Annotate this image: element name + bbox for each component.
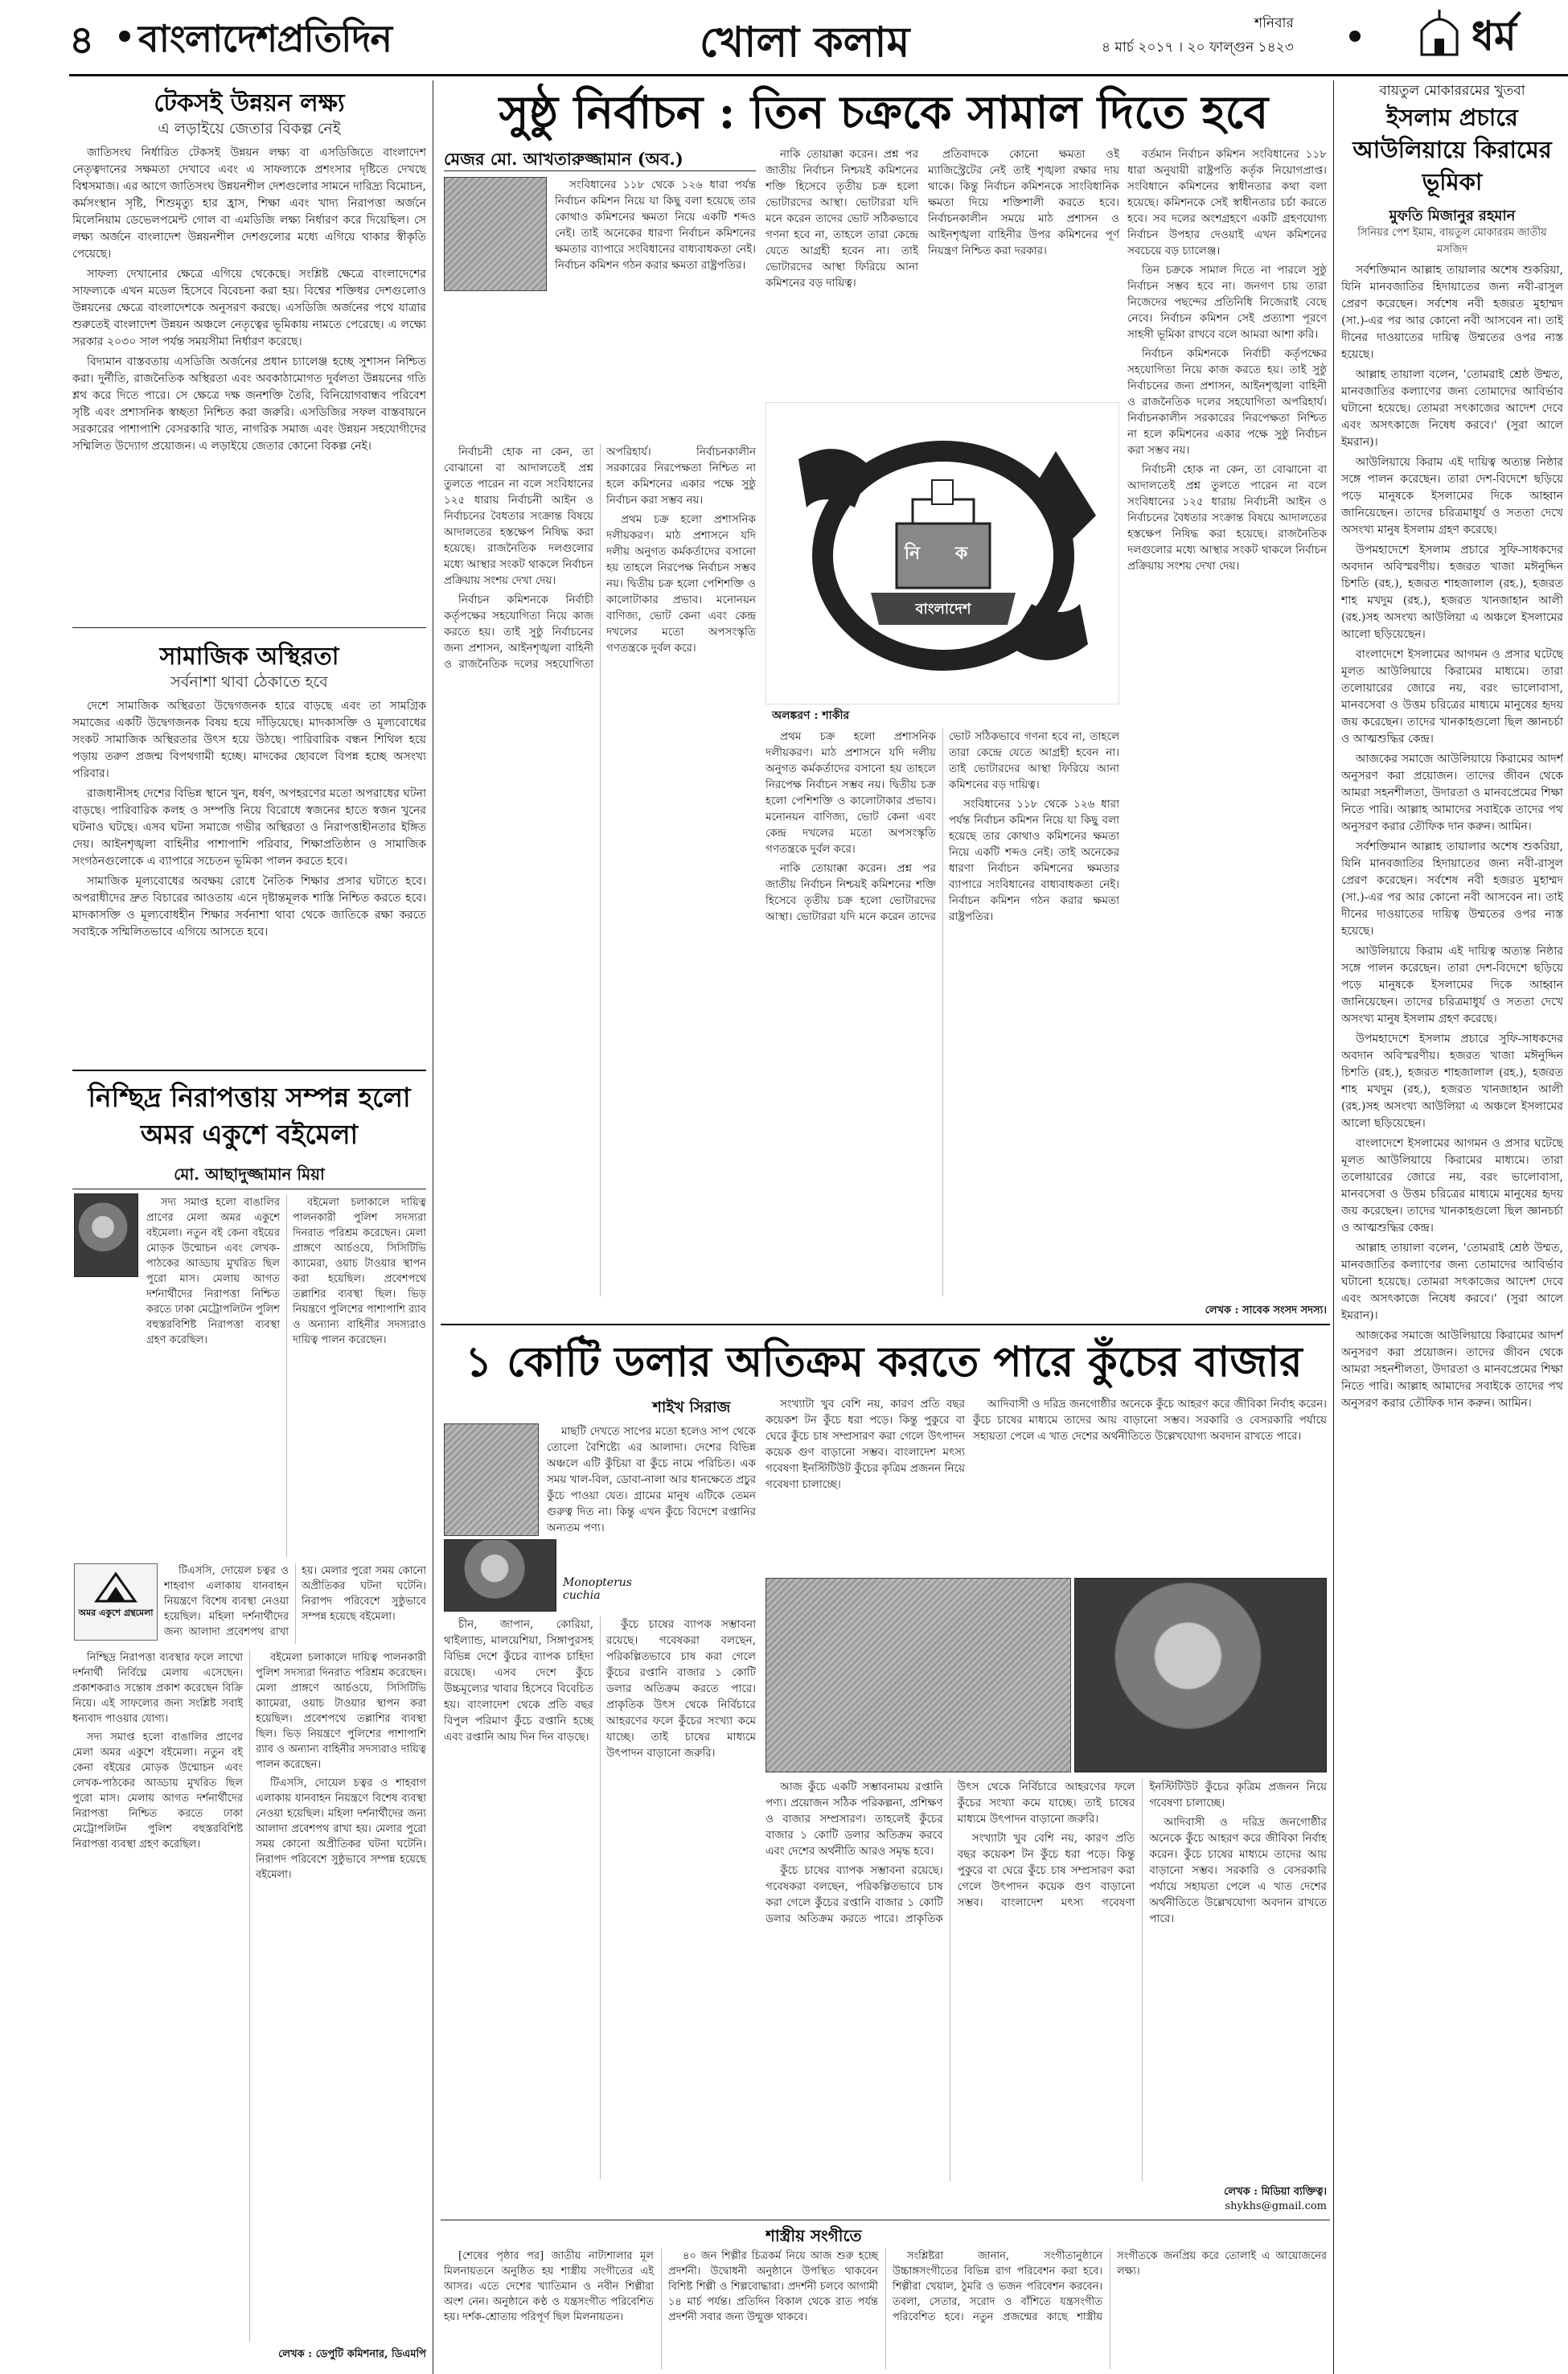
election-author-note: লেখক : সাবেক সংসদ সদস্য। [1205,1304,1327,1316]
election-paragraph: সংবিধানের ১১৮ থেকে ১২৬ ধারা পর্যন্ত নির্বাচন কমিশন নিয়ে যা কিছু বলা হয়েছে তার কোথাও কমিশনের ক্ষমতা নিয়ে একটি শব্দও নেই। তাই অনেকের ধারণা নির্বাচন কমিশনের ক্ষমতার ব্যাপারে সংবিধানের বাধ্যবাধকতা নেই। নির্বাচন কমিশন গঠন করার ক্ষমতা রাষ্ট্রপতির। [949,798,1119,923]
eel-body-col2-top [766,1396,965,1571]
religion-paragraph: আউলিয়ায়ে কিরাম এই দায়িত্ব অত্যন্ত নিষ্ঠার সঙ্গে পালন করেছেন। তারা দেশ-বিদেশে ছড়িয়ে পড়ে মানুষকে ইসলামের দিকে আহ্বান জানিয়েছেন। তাদের চরিত্রমাধুর্য ও সততা দেখে অসংখ্য মানুষ ইসলাম গ্রহণ করেছে। [1341,456,1563,536]
music-headline: শাস্ত্রীয় সংগীতে [766,2226,862,2245]
election-illustration [766,402,1119,704]
eel-byline: শাইখ সিরাজ [652,1399,731,1416]
election-body-lower [766,729,1119,1296]
eel-body-col1 [444,1616,756,2179]
religion-paragraph: আল্লাহ তায়ালা বলেন, 'তোমরাই শ্রেষ্ঠ উম্মত, মানবজাতির কল্যাণের জন্য তোমাদের আবির্ভাব ঘটানো হয়েছে। তোমরা সৎকাজের আদেশ দেবে এবং অসৎকাজে নিষেধ করবে।' (সুরা আলে ইমরান)। [1341,368,1563,449]
eel-paragraph: আদিবাসী ও দরিদ্র জনগোষ্ঠীর অনেকে কুঁচে আহরণ করে জীবিকা নির্বাহ করেন। কুঁচে চাষের মাধ্যমে তাদের আয় বাড়ানো সম্ভব। সরকারি ও বেসরকারি পর্যায়ে সহায়তা পেলে এ খাত দেশের অর্থনীতিতে উল্লেখযোগ্য অবদান রাখতে পারে। [973,1398,1327,1443]
religion-paragraph: সর্বশক্তিমান আল্লাহ তায়ালার অশেষ শুকরিয়া, যিনি মানবজাতির হিদায়াতের জন্য নবী-রাসুল প্রেরণ করেছেন। সর্বশেষ নবী হজরত মুহাম্মদ (সা.)-এর পর আর কোনো নবী আসবেন না। তাই দীনের দাওয়াতের দায়িত্ব উম্মতের ওপর ন্যস্ত হয়েছে। [1341,840,1563,938]
religion-paragraph: আজকের সমাজে আউলিয়ায়ে কিরামের আদর্শ অনুসরণ করা প্রয়োজন। তাদের জীবন থেকে আমরা সহনশীলতা, উদারতা ও মানবপ্রেমের শিক্ষা নিতে পারি। আল্লাহ আমাদের সবাইকে তাদের পথ অনুসরণ করার তৌফিক দান করুন। আমিন। [1341,1329,1563,1410]
illustration-banner: বাংলাদেশ [915,601,971,618]
eel-paragraph: কুঁচে চাষের ব্যাপক সম্ভাবনা রয়েছে। গবেষকরা বলছেন, পরিকল্পিতভাবে চাষ করা গেলে কুঁচের রপ্তানি বাজার ১ কোটি ডলার অতিক্রম করতে পারে। প্রাকৃতিক উৎস থেকে নির্বিচারে আহরণের ফলে কুঁচের সংখ্যা কমে যাচ্ছে। তাই চাষের মাধ্যমে উৎপাদন বাড়ানো জরুরি। [606,1618,756,1760]
author-photo-election [444,177,547,291]
eel-paragraph: আদিবাসী ও দরিদ্র জনগোষ্ঠীর অনেকে কুঁচে আহরণ করে জীবিকা নির্বাহ করেন। কুঁচে চাষের মাধ্যমে তাদের আয় বাড়ানো সম্ভব। সরকারি ও বেসরকারি পর্যায়ে সহায়তা পেলে এ খাত দেশের অর্থনীতিতে উল্লেখযোগ্য অবদান রাখতে পারে। [1149,1816,1327,1925]
eel-body-lower [766,1779,1327,2181]
eel-closeup-photo [1074,1578,1327,1772]
religion-top-note: বায়তুল মোকাররমের খুতবা [1379,83,1525,99]
religion-paragraph: আল্লাহ তায়ালা বলেন, 'তোমরাই শ্রেষ্ঠ উম্মত, মানবজাতির কল্যাণের জন্য তোমাদের আবির্ভাব ঘটানো হয়েছে। তোমরা সৎকাজের আদেশ দেবে এবং অসৎকাজে নিষেধ করবে।' (সুরা আলে ইমরান)। [1341,1242,1563,1322]
mosque-icon [1415,8,1463,58]
development-paragraph: সাফল্য দেখানোর ক্ষেত্রে এগিয়ে থেকেছে। সংশ্লিষ্ট ক্ষেত্রে বাংলাদেশের সাফল্যকে এখন মডেল হিসেবে বিবেচনা করা হয়। বিশ্বের শক্তিধর দেশগুলোও উন্নয়নের ক্ষেত্রে বাংলাদেশকে অনুসরণ করছে। এসডিজি অর্জনের পথে যাত্রার শুরুতেই বাংলাদেশ উন্নয়ন অঞ্চলে নেতৃত্বের ভূমিকায় নামতে পেরেছে। এ লক্ষ্যে সরকার ২০৩০ সাল পর্যন্ত সময়সীমা নির্ধারণ করেছে। [72,268,426,348]
eel-paragraph: আজ কুঁচে একটি সম্ভাবনাময় রপ্তানি পণ্য। প্রয়োজন সঠিক পরিকল্পনা, প্রশিক্ষণ ও বাজার সম্প্রসারণ। তাহলেই কুঁচের বাজার ১ কোটি ডলার অতিক্রম করবে এবং দেশের অর্থনীতি আরও সমৃদ্ধ হবে। [766,1780,943,1858]
election-paragraph: নির্বাচনী হোক না কেন, তা বোঝানো বা আদালতেই প্রশ্ন তুলতে পারেন না বলে সংবিধানের ১২৫ ধারায় নির্বাচনী আইন ও নির্বাচনের বৈধতার সংক্রান্ত বিষয়ে আদালতের হস্তক্ষেপ নিষিদ্ধ করা হয়েছে। রাজনৈতিক দলগুলোর মধ্যে আস্থার সংকট থাকলে নির্বাচন প্রক্রিয়ায় সংশয় দেখা দেয়। [444,446,593,587]
election-paragraph: বর্তমান নির্বাচন কমিশন সংবিধানের ১১৮ ধারা অনুযায়ী রাষ্ট্রপতি কর্তৃক নিয়োগপ্রাপ্ত। সংবিধানে কমিশনের স্বাধীনতার কথা বলা হয়েছে। কমিশনকে সেই স্বাধীনতার চর্চা করতে হবে। সব দলের অংশগ্রহণে একটি গ্রহণযোগ্য নির্বাচন উপহার দেওয়াই এখন কমিশনের সবচেয়ে বড় চ্যালেঞ্জ। [1127,148,1327,257]
election-paragraph: তিন চক্রকে সামাল দিতে না পারলে সুষ্ঠু নির্বাচন সম্ভব হবে না। জনগণ চায় তারা নিজেদের পছন্দের প্রতিনিধি নিজেরাই বেছে নেবে। নির্বাচন কমিশন সেই প্রত্যাশা পূরণে সাহসী ভূমিকা রাখবে বলে আমরা আশা করি। [1127,264,1327,341]
religion-byline-sub: সিনিয়র পেশ ইমাম, বায়তুল মোকাররম জাতীয় মসজিদ [1357,227,1547,256]
bookfair-body-bottom [72,1650,426,2342]
social-subhead: সর্বনাশা থাবা ঠেকাতে হবে [170,673,328,691]
development-bottom-rule [72,627,426,628]
election-byline: মেজর মো. আখতারুজ্জামান (অব.) [444,149,683,169]
election-paragraph: নির্বাচন কমিশনকে নির্বাচী কর্তৃপক্ষের সহযোগিতা নিয়ে কাজ করতে হয়। তাই সুষ্ঠু নির্বাচনের জন্য প্রশাসন, আইনশৃঙ্খলা বাহিনী ও রাজনৈতিক দলের সহযোগিতা অপরিহার্য। নির্বাচনকালীন সরকারের নিরপেক্ষতা নিশ্চিত না হলে কমিশনের একার পক্ষে সুষ্ঠু নির্বাচন করা সম্ভব নয়। [444,446,756,671]
election-paragraph: নাকি তোয়াক্কা করেন। প্রশ্ন পর জাতীয় নির্বাচন নিশ্চয়ই কমিশনের শক্তি হিসেবে তৃতীয় চক্র হলো ভোটারদের আস্থা। ভোটাররা যদি মনে করেন তাদের ভোট সঠিকভাবে গণনা হবে না, তাহলে তারা কেন্দ্রে যেতে আগ্রহী হবেন না। তাই ভোটারদের আস্থা ফিরিয়ে আনা কমিশনের বড় দায়িত্ব। [766,730,1119,923]
masthead-rule [69,74,1568,76]
religion-paragraph: সর্বশক্তিমান আল্লাহ তায়ালার অশেষ শুকরিয়া, যিনি মানবজাতির হিদায়াতের জন্য নবী-রাসুল প্রেরণ করেছেন। সর্বশেষ নবী হজরত মুহাম্মদ (সা.)-এর পর আর কোনো নবী আসবেন না। তাই দীনের দাওয়াতের দায়িত্ব উম্মতের ওপর ন্যস্ত হয়েছে। [1341,264,1563,361]
election-body-col2-top [766,146,918,397]
bullet-icon [119,31,130,42]
eel-paragraph: মাছটি দেখতে সাপের মতো হলেও সাপ থেকে তোলো বৈশিষ্ট্যে এর আলাদা। দেশের বিভিন্ন অঞ্চলে এটি কুঁচিয়া বা কুঁচে নামে পরিচিত। এক সময় খাল-বিল, ডোবা-নালা আর ধানক্ষেতে প্রচুর কুঁচে পাওয়া যেত। গ্রামের মানুষ এটিকে তেমন গুরুত্ব দিত না। কিন্তু এখন কুঁচে বিদেশে রপ্তানির অন্যতম পণ্য। [547,1425,756,1534]
religion-paragraph: উপমহাদেশে ইসলাম প্রচারে সুফি-সাধকদের অবদান অবিস্মরণীয়। হজরত খাজা মঈনুদ্দিন চিশতি (রহ.), হজরত শাহজালাল (রহ.), হজরত শাহ মখদুম (রহ.), হজরত খানজাহান আলী (রহ.)সহ অসংখ্য আউলিয়া এ অঞ্চলে ইসলামের আলো ছড়িয়েছেন। [1341,1033,1563,1130]
bookfair-paragraph: বইমেলা চলাকালে দায়িত্ব পালনকারী পুলিশ সদস্যরা দিনরাত পরিশ্রম করেছেন। মেলা প্রাঙ্গণে আর্চওয়ে, সিসিটিভি ক্যামেরা, ওয়াচ টাওয়ার স্থাপন করা হয়েছিল। প্রবেশপথে তল্লাশির ব্যবস্থা ছিল। ভিড় নিয়ন্ত্রণে পুলিশের পাশাপাশি র‍্যাব ও অন্যান্য বাহিনীর সদস্যরাও দায়িত্ব পালন করেছেন। [256,1652,426,1771]
religion-paragraph: আউলিয়ায়ে কিরাম এই দায়িত্ব অত্যন্ত নিষ্ঠার সঙ্গে পালন করেছেন। তারা দেশ-বিদেশে ছড়িয়ে পড়ে মানুষকে ইসলামের দিকে আহ্বান জানিয়েছেন। তাদের চরিত্রমাধুর্য ও সততা দেখে অসংখ্য মানুষ ইসলাম গ্রহণ করেছে। [1341,945,1563,1025]
social-bottom-rule [72,1070,426,1071]
bookfair-paragraph: বইমেলা চলাকালে দায়িত্ব পালনকারী পুলিশ সদস্যরা দিনরাত পরিশ্রম করেছেন। মেলা প্রাঙ্গণে আর্চওয়ে, সিসিটিভি ক্যামেরা, ওয়াচ টাওয়ার স্থাপন করা হয়েছিল। প্রবেশপথে তল্লাশির ব্যবস্থা ছিল। ভিড় নিয়ন্ত্রণে পুলিশের পাশাপাশি র‍্যাব ও অন্যান্য বাহিনীর সদস্যরাও দায়িত্ব পালন করেছেন। [293,1197,426,1346]
music-paragraph: সংশ্লিষ্টরা জানান, সংগীতানুষ্ঠানে উচ্চাঙ্গসংগীতের বিভিন্ন রাগ পরিবেশন করা হবে। শিল্পীরা খেয়াল, ঠুমরি ও ভজন পরিবেশন করবেন। তবলা, সেতার, সরোদ ও বাঁশিতে যন্ত্রসংগীত পরিবেশিত হবে। নতুন প্রজন্মের কাছে শাস্ত্রীয় সংগীতকে জনপ্রিয় করে তোলাই এ আয়োজনের লক্ষ্য। [893,2250,1327,2323]
bookfair-logo-icon [92,1569,140,1604]
music-body [444,2249,1327,2369]
eel-body-col3-top [973,1396,1327,1571]
bookfair-body-lower [164,1563,426,1644]
music-paragraph: ৪০ জন শিল্পীর চিত্রকর্ম নিয়ে আজ শুরু হচ্ছে প্রদর্শনী। উদ্বোধনী অনুষ্ঠানে উপস্থিত থাকবেন বিশিষ্ট শিল্পী ও শিল্পবোদ্ধারা। প্রদর্শনী চলবে আগামী ১৪ মার্চ পর্যন্ত। প্রতিদিন বিকাল থেকে রাত পর্যন্ত প্রদর্শনী সবার জন্য উন্মুক্ত থাকবে। [668,2250,878,2323]
religion-paragraph: বাংলাদেশে ইসলামের আগমন ও প্রসার ঘটেছে মূলত আউলিয়ায়ে কিরামের মাধ্যমে। তারা তলোয়ারের জোরে নয়, বরং ভালোবাসা, মানবসেবা ও উত্তম চরিত্রের মাধ্যমে মানুষের হৃদয় জয় করেছেন। তাদের খানকাহগুলো ছিল জ্ঞানচর্চা ও আত্মশুদ্ধির কেন্দ্র। [1341,648,1563,745]
divider-right [1333,80,1334,2374]
eel-paragraph: কুঁচে চাষের ব্যাপক সম্ভাবনা রয়েছে। গবেষকরা বলছেন, পরিকল্পিতভাবে চাষ করা গেলে কুঁচের রপ্তানি বাজার ১ কোটি ডলার অতিক্রম করতে পারে। প্রাকৃতিক উৎস থেকে নির্বিচারে আহরণের ফলে কুঁচের সংখ্যা কমে যাচ্ছে। তাই চাষের মাধ্যমে উৎপাদন বাড়ানো জরুরি। [766,1780,1135,1925]
eel-fish-photo [444,1539,556,1612]
election-body-col1-top [555,177,756,439]
bookfair-paragraph: সদ্য সমাপ্ত হলো বাঙালির প্রাণের মেলা অমর একুশে বইমেলা। নতুন বই কেনা বইয়ের মোড়ক উন্মোচন এবং লেখক-পাঠকের আড্ডায় মুখরিত ছিল পুরো মাস। মেলায় আগত দর্শনার্থীদের নিরাপত্তা নিশ্চিত করতে ঢাকা মেট্রোপলিটন পুলিশ বহুস্তরবিশিষ্ট নিরাপত্তা ব্যবস্থা গ্রহণ করেছিল। [146,1197,280,1346]
music-paragraph: [শেষের পৃষ্ঠার পর] জাতীয় নাট্যশালার মূল মিলনায়তনে অনুষ্ঠিত হয় শাস্ত্রীয় সংগীতের এই আসর। এতে দেশের খ্যাতিমান ও নবীন শিল্পীরা অংশ নেন। অনুষ্ঠানে কণ্ঠ ও যন্ত্রসংগীত পরিবেশিত হয়। দর্শক-শ্রোতায় পরিপূর্ণ ছিল মিলনায়তন। [444,2250,654,2323]
bookfair-byline: মো. আছাদুজ্জামান মিয়া [174,1164,325,1184]
social-paragraph: রাজধানীসহ দেশের বিভিন্ন স্থানে খুন, ধর্ষণ, অপহরণের মতো অপরাধের ঘটনা বাড়ছে। পারিবারিক কলহ ও সম্পত্তি নিয়ে বিরোধে স্বজনের হাতে স্বজন খুনের ঘটনাও ঘটছে। এসব ঘটনা সমাজে গভীর অস্থিরতা ও নিরাপত্তাহীনতার ইঙ্গিত দেয়। আইনশৃঙ্খলা বাহিনীর পাশাপাশি পরিবার, শিক্ষাপ্রতিষ্ঠান ও সামাজিক সংগঠনগুলোকে এ ব্যাপারে সচেতন ভূমিকা পালন করতে হবে। [72,787,426,868]
bookfair-paragraph: সদ্য সমাপ্ত হলো বাঙালির প্রাণের মেলা অমর একুশে বইমেলা। নতুন বই কেনা বইয়ের মোড়ক উন্মোচন এবং লেখক-পাঠকের আড্ডায় মুখরিত ছিল পুরো মাস। মেলায় আগত দর্শনার্থীদের নিরাপত্তা নিশ্চিত করতে ঢাকা মেট্রোপলিটন পুলিশ বহুস্তরবিশিষ্ট নিরাপত্তা ব্যবস্থা গ্রহণ করেছিল। [72,1731,243,1850]
social-paragraph: দেশে সামাজিক অস্থিরতা উদ্বেগজনক হারে বাড়ছে এবং তা সামগ্রিক সমাজের একটি উদ্বেগজনক বিষয় হয়ে দাঁড়িয়েছে। মাদকাসক্তি ও মূল্যবোধের সংকট সামাজিক অস্থিরতার উৎস হয়ে উঠছে। পারিবারিক বন্ধন শিথিল হয়ে পড়ায় তরুণ প্রজন্ম বিপথগামী হচ্ছে। মাদকের ছোবলে বিপন্ন হচ্ছে অসংখ্য পরিবার। [72,700,426,780]
election-paragraph: প্রতিবাদকে কোনো ক্ষমতা ওই ম্যাজিস্ট্রেটের নেই তাই শৃঙ্খলা রক্ষার দায় থাকে। কিন্তু নির্বাচন কমিশনকে সাংবিধানিক ক্ষমতা দিয়ে শক্তিশালী করতে হবে। নির্বাচনকালীন সময়ে মাঠ প্রশাসন ও আইনশৃঙ্খলা বাহিনীর উপর কমিশনের পূর্ণ নিয়ন্ত্রণ নিশ্চিত করা দরকার। [928,148,1119,257]
election-paragraph: প্রথম চক্র হলো প্রশাসনিক দলীয়করণ। মাঠ প্রশাসনে যদি দলীয় অনুগত কর্মকর্তাদের বসানো হয় তাহলে নিরপেক্ষ নির্বাচন সম্ভব নয়। দ্বিতীয় চক্র হলো পেশিশক্তি ও কালোটাকার প্রভাব। মনোনয়ন বাণিজ্য, ভোট কেনা এবং কেন্দ্র দখলের মতো অপসংস্কৃতি গণতন্ত্রকে দুর্বল করে। [766,730,936,856]
eel-photo-caption: Monopterus cuchia [563,1576,632,1602]
eel-headline: ১ কোটি ডলার অতিক্রম করতে পারে কুঁচের বাজার [465,1337,1303,1386]
masthead-dot-icon [1349,31,1361,42]
section-title: খোলা কলাম [700,18,910,67]
author-photo-eel [444,1423,539,1536]
election-paragraph: নির্বাচন কমিশনকে নির্বাচী কর্তৃপক্ষের সহযোগিতা নিয়ে কাজ করতে হয়। তাই সুষ্ঠু নির্বাচনের জন্য প্রশাসন, আইনশৃঙ্খলা বাহিনী ও রাজনৈতিক দলের সহযোগিতা অপরিহার্য। নির্বাচনকালীন সরকারের নিরপেক্ষতা নিশ্চিত না হলে কমিশনের একার পক্ষে সুষ্ঠু নির্বাচন করা সম্ভব নয়। [1127,347,1327,457]
development-subhead: এ লড়াইয়ে জেতার বিকল্প নেই [158,120,341,138]
development-body [72,145,426,622]
election-body-col3-top [928,146,1119,397]
eel-author-note: লেখক : মিডিয়া ব্যক্তিত্ব। [1224,2186,1327,2198]
bookfair-body [146,1195,426,1557]
page-number: ৪ [69,18,95,63]
social-body [72,698,426,1058]
date: ৪ মার্চ ২০১৭ । ২০ ফাল্গুন ১৪২৩ [1102,39,1294,55]
election-paragraph: নির্বাচনী হোক না কেন, তা বোঝানো বা আদালতেই প্রশ্ন তুলতে পারেন না বলে সংবিধানের ১২৫ ধারায় নির্বাচনী আইন ও নির্বাচনের বৈধতার সংক্রান্ত বিষয়ে আদালতের হস্তক্ষেপ নিষিদ্ধ করা হয়েছে। রাজনৈতিক দলগুলোর মধ্যে আস্থার সংকট থাকলে নির্বাচন প্রক্রিয়ায় সংশয় দেখা দেয়। [1127,463,1327,573]
illustration-box-label: নি ক [904,543,983,564]
religion-paragraph: উপমহাদেশে ইসলাম প্রচারে সুফি-সাধকদের অবদান অবিস্মরণীয়। হজরত খাজা মঈনুদ্দিন চিশতি (রহ.), হজরত শাহজালাল (রহ.), হজরত শাহ মখদুম (রহ.), হজরত খানজাহান আলী (রহ.)সহ অসংখ্য আউলিয়া এ অঞ্চলে ইসলামের আলো ছড়িয়েছেন। [1341,544,1563,641]
religion-byline: মুফতি মিজানুর রহমান [1389,207,1516,224]
bookfair-paragraph: নিশ্ছিদ্র নিরাপত্তা ব্যবস্থার ফলে লাখো দর্শনার্থী নির্বিঘ্নে মেলায় এসেছেন। প্রকাশকরাও সন্তোষ প্রকাশ করেছেন বিক্রি নিয়ে। এই সাফল্যের জন্য সংশ্লিষ্ট সবাই ধন্যবাদ পাওয়ার যোগ্য। [72,1652,243,1725]
author-photo-bookfair [74,1193,138,1277]
development-paragraph: বিদ্যমান বাস্তবতায় এসডিজি অর্জনের প্রধান চ্যালেঞ্জ হচ্ছে সুশাসন নিশ্চিত করা। দুর্নীতি, রাজনৈতিক অস্থিরতা এবং অবকাঠামোগত দুর্বলতা উন্নয়নের গতি শ্লথ করে দিতে পারে। সে ক্ষেত্রে দক্ষ জনশক্তি তৈরি, বিনিয়োগবান্ধব পরিবেশ সৃষ্টি এবং প্রশাসনিক স্বচ্ছতা নিশ্চিত করা জরুরি। এসডিজির সফল বাস্তবায়নে সরকারের পাশাপাশি বেসরকারি খাত, নাগরিক সমাজ এবং উন্নয়ন সহযোগীদের সম্মিলিত উদ্যোগ প্রয়োজন। এ লড়াইয়ে জেতার কোনো বিকল্প নেই। [72,355,426,453]
eel-paragraph: চীন, জাপান, কোরিয়া, থাইল্যান্ড, মালয়েশিয়া, সিঙ্গাপুরসহ বিভিন্ন দেশে কুঁচের ব্যাপক চাহিদা রয়েছে। এসব দেশে কুঁচে উচ্চমূল্যের খাবার হিসেবে বিবেচিত হয়। বাংলাদেশ থেকে প্রতি বছর বিপুল পরিমাণ কুঁচে রপ্তানি হচ্ছে এবং রপ্তানি আয় দিন দিন বাড়ছে। [444,1618,593,1744]
eel-market-photo [766,1578,1071,1772]
religion-paragraph: আজকের সমাজে আউলিয়ায়ে কিরামের আদর্শ অনুসরণ করা প্রয়োজন। তাদের জীবন থেকে আমরা সহনশীলতা, উদারতা ও মানবপ্রেমের শিক্ষা নিতে পারি। আল্লাহ আমাদের সবাইকে তাদের পথ অনুসরণ করার তৌফিক দান করুন। আমিন। [1341,753,1563,833]
development-headline: টেকসই উন্নয়ন লক্ষ্য [154,89,345,117]
election-body-col4 [1127,146,1327,1296]
bookfair-logo [74,1563,158,1641]
social-paragraph: সামাজিক মূল্যবোধের অবক্ষয় রোধে নৈতিক শিক্ষার প্রসার ঘটাতে হবে। অপরাধীদের দ্রুত বিচারের আওতায় এনে দৃষ্টান্তমূলক শাস্তি নিশ্চিত করতে হবে। মাদকাসক্তি ও মূল্যবোধহীন শিক্ষার সর্বনাশা থাবা থেকে জাতিকে রক্ষা করতে সবাইকে সম্মিলিতভাবে এগিয়ে আসতে হবে। [72,875,426,939]
development-paragraph: জাতিসংঘ নির্ধারিত টেকসই উন্নয়ন লক্ষ্য বা এসডিজিতে বাংলাদেশ নেতৃত্বদানের সক্ষমতা দেখাবে এবং এ সাফল্যকে প্রশংসার দৃষ্টিতে দেখছে বিশ্বসমাজ। এর আগে জাতিসংঘ উন্নয়নশীল দেশগুলোর সামনে দারিদ্র্য বিমোচন, কর্মসংস্থান সৃষ্টি, শিশুমৃত্যু হার হ্রাস, শিক্ষা এবং খাদ্য নিরাপত্তা অর্জনে মিলেনিয়াম ডেভেলপমেন্ট গোল বা এমডিজি লক্ষ্য নির্ধারণ করে দিয়েছিল। সে লক্ষ্য অর্জনে বাংলাদেশ উন্নয়নশীল দেশগুলোর মধ্যে এগিয়ে থাকার স্বীকৃতি পেয়েছে। [72,146,426,261]
masthead [0,0,1568,74]
eel-body-col1-top [547,1423,756,1576]
right-section-title: ধর্ম [1472,12,1517,60]
day: শনিবার [1254,15,1294,31]
religion-headline: ইসলাম প্রচারে আউলিয়ায়ে কিরামের ভূমিকা [1353,104,1552,195]
election-paragraph: সংবিধানের ১১৮ থেকে ১২৬ ধারা পর্যন্ত নির্বাচন কমিশন নিয়ে যা কিছু বলা হয়েছে তার কোথাও কমিশনের ক্ষমতা নিয়ে একটি শব্দও নেই। তাই অনেকের ধারণা নির্বাচন কমিশনের ক্ষমতার ব্যাপারে সংবিধানের বাধ্যবাধকতা নেই। নির্বাচন কমিশন গঠন করার ক্ষমতা রাষ্ট্রপতির। [555,179,756,272]
bookfair-paragraph: টিএসসি, দোয়েল চত্বর ও শাহবাগ এলাকায় যানবাহন নিয়ন্ত্রণে বিশেষ ব্যবস্থা নেওয়া হয়েছিল। মহিলা দর্শনার্থীদের জন্য আলাদা প্রবেশপথ রাখা হয়। মেলার পুরো সময় কোনো অপ্রীতিকর ঘটনা ঘটেনি। নিরাপদ পরিবেশে সুষ্ঠুভাবে সম্পন্ন হয়েছে বইমেলা। [256,1777,426,1881]
election-body-col1-bottom [444,444,756,1296]
newspaper-name: বাংলাদেশপ্রতিদিন [138,17,392,60]
eel-author-email[interactable]: shykhs@gmail.com [1225,2200,1327,2212]
election-byline-rule [444,170,756,171]
bookfair-logo-text: অমর একুশে গ্রন্থমেলা [78,1608,154,1618]
eel-paragraph: সংখ্যাটা খুব বেশি নয়, কারণ প্রতি বছর কয়েকশ টন কুঁচে ধরা পড়ে। কিন্তু পুকুরে বা ঘেরে কুঁচে চাষ সম্প্রসারণ করা গেলে উৎপাদন কয়েক গুণ বাড়ানো সম্ভব। বাংলাদেশ মৎস্য গবেষণা ইনস্টিটিউট কুঁচের কৃত্রিম প্রজনন নিয়ে গবেষণা চালাচ্ছে। [957,1780,1327,1909]
election-headline: সুষ্ঠু নির্বাচন : তিন চক্রকে সামাল দিতে হবে [499,86,1269,139]
religion-body [1341,262,1563,2369]
election-paragraph: প্রথম চক্র হলো প্রশাসনিক দলীয়করণ। মাঠ প্রশাসনে যদি দলীয় অনুগত কর্মকর্তাদের বসানো হয় তাহলে নিরপেক্ষ নির্বাচন সম্ভব নয়। দ্বিতীয় চক্র হলো পেশিশক্তি ও কালোটাকার প্রভাব। মনোনয়ন বাণিজ্য, ভোট কেনা এবং কেন্দ্র দখলের মতো অপসংস্কৃতি গণতন্ত্রকে দুর্বল করে। [606,513,756,655]
social-headline: সামাজিক অস্থিরতা [159,643,339,671]
election-paragraph: নাকি তোয়াক্কা করেন। প্রশ্ন পর জাতীয় নির্বাচন নিশ্চয়ই কমিশনের শক্তি হিসেবে তৃতীয় চক্র হলো ভোটারদের আস্থা। ভোটাররা যদি মনে করেন তাদের ভোট সঠিকভাবে গণনা হবে না, তাহলে তারা কেন্দ্রে যেতে আগ্রহী হবেন না। তাই ভোটারদের আস্থা ফিরিয়ে আনা কমিশনের বড় দায়িত্ব। [766,148,918,290]
religion-paragraph: বাংলাদেশে ইসলামের আগমন ও প্রসার ঘটেছে মূলত আউলিয়ায়ে কিরামের মাধ্যমে। তারা তলোয়ারের জোরে নয়, বরং ভালোবাসা, মানবসেবা ও উত্তম চরিত্রের মাধ্যমে মানুষের হৃদয় জয় করেছেন। তাদের খানকাহগুলো ছিল জ্ঞানচর্চা ও আত্মশুদ্ধির কেন্দ্র। [1341,1137,1563,1234]
bookfair-paragraph: টিএসসি, দোয়েল চত্বর ও শাহবাগ এলাকায় যানবাহন নিয়ন্ত্রণে বিশেষ ব্যবস্থা নেওয়া হয়েছিল। মহিলা দর্শনার্থীদের জন্য আলাদা প্রবেশপথ রাখা হয়। মেলার পুরো সময় কোনো অপ্রীতিকর ঘটনা ঘটেনি। নিরাপদ পরিবেশে সুষ্ঠুভাবে সম্পন্ন হয়েছে বইমেলা। [164,1565,426,1638]
eel-paragraph: সংখ্যাটা খুব বেশি নয়, কারণ প্রতি বছর কয়েকশ টন কুঁচে ধরা পড়ে। কিন্তু পুকুরে বা ঘেরে কুঁচে চাষ সম্প্রসারণ করা গেলে উৎপাদন কয়েক গুণ বাড়ানো সম্ভব। বাংলাদেশ মৎস্য গবেষণা ইনস্টিটিউট কুঁচের কৃত্রিম প্রজনন নিয়ে গবেষণা চালাচ্ছে। [766,1398,965,1491]
election-bottom-rule [441,1324,1330,1325]
bookfair-author-note: লেখক : ডেপুটি কমিশনার, ডিএমপি [278,2348,426,2360]
bookfair-headline: নিশ্ছিদ্র নিরাপত্তায় সম্পন্ন হলো অমর একুশে বইমেলা [88,1082,411,1150]
illustration-credit: অলঙ্করণ : শাকীর [772,709,850,722]
